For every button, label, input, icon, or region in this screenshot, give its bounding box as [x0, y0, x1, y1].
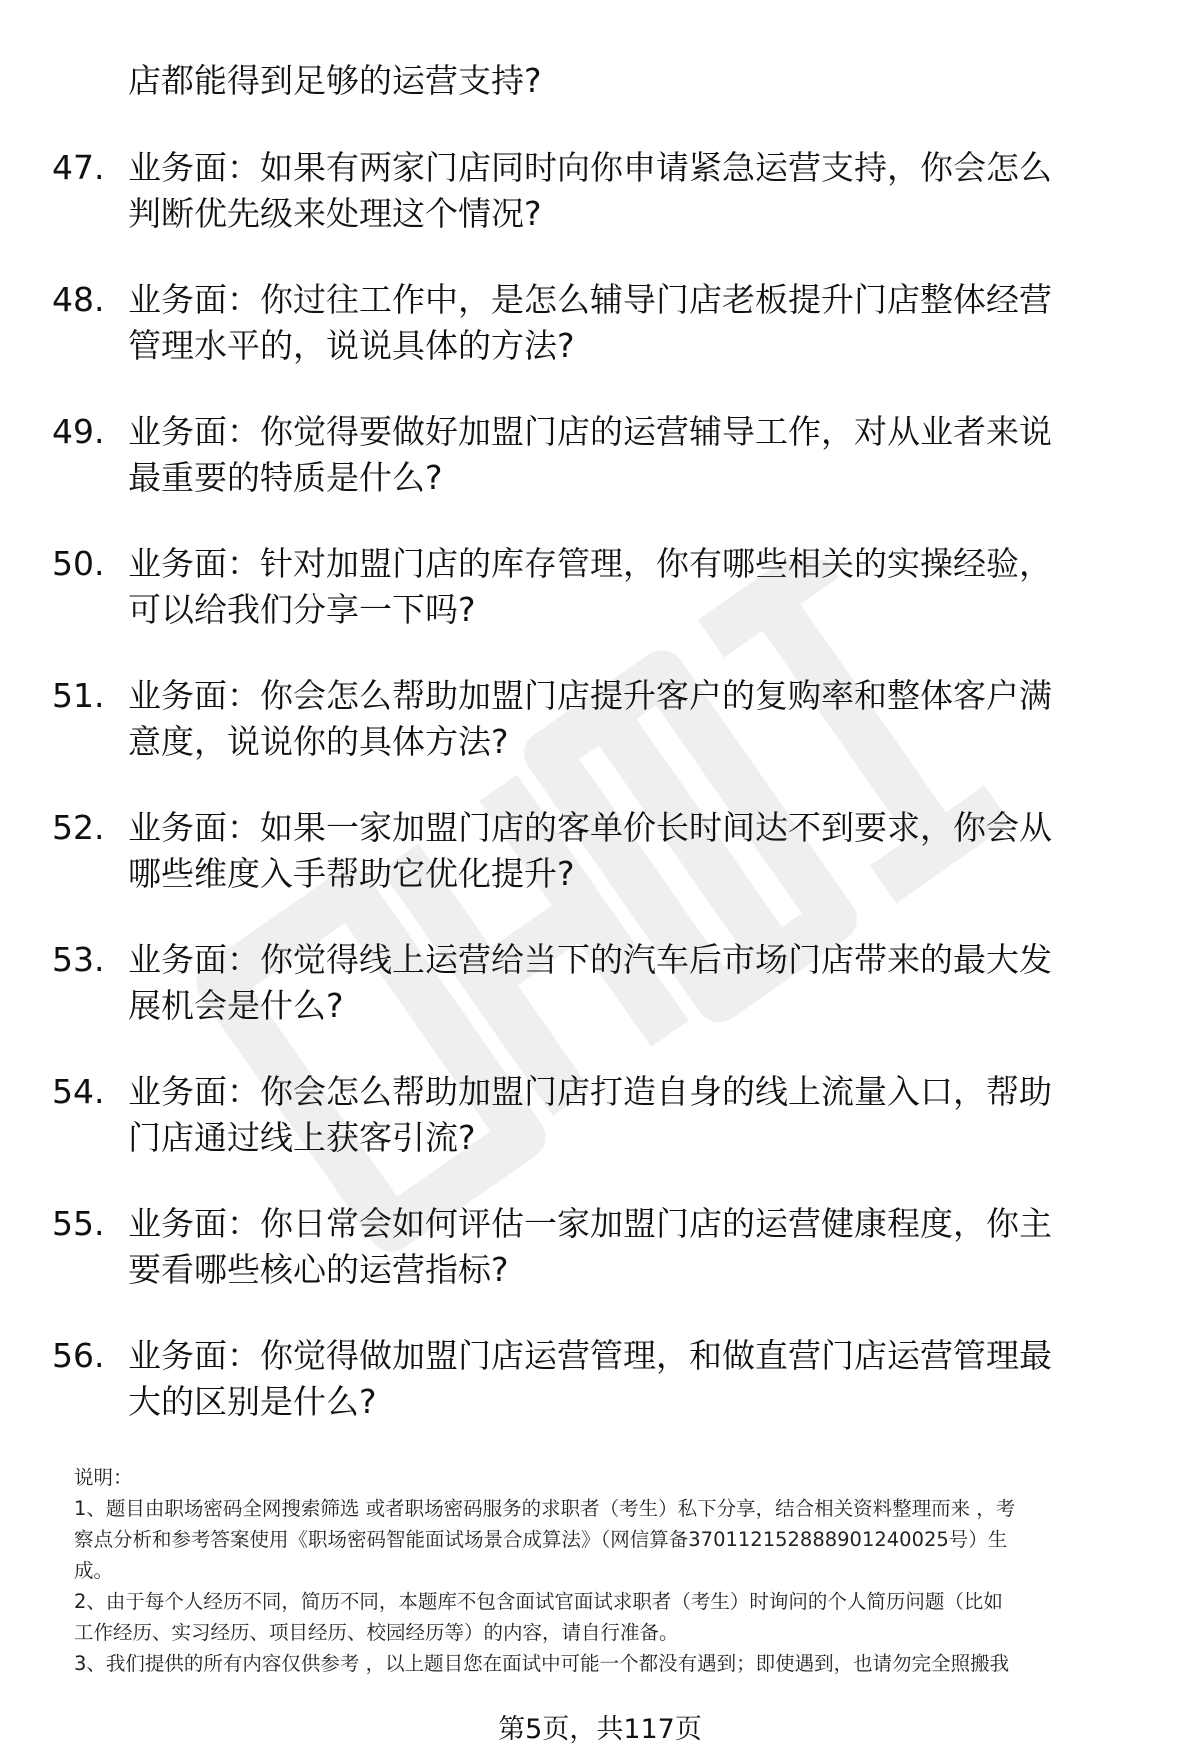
- question-line: 意度，说说你的具体方法?: [128, 722, 509, 761]
- question-text: [128, 1201, 1138, 1293]
- question-line: 管理水平的，说说具体的方法?: [128, 326, 575, 365]
- notes-line: 1、题目由职场密码全网搜索筛选 或者职场密码服务的求职者（考生）私下分享，结合相关资料整理而来 ，考: [74, 1497, 1016, 1520]
- question-item: [0, 805, 1200, 937]
- question-item: [0, 541, 1200, 673]
- question-line: 最重要的特质是什么?: [128, 458, 443, 497]
- question-text: [128, 805, 1138, 897]
- question-item: [0, 1201, 1200, 1333]
- question-line: 业务面：你觉得做加盟门店运营管理，和做直营门店运营管理最: [128, 1336, 1052, 1375]
- question-text: [128, 541, 1138, 633]
- question-text: [128, 1069, 1138, 1161]
- question-text: [128, 673, 1138, 765]
- question-number: 47.: [52, 148, 105, 187]
- page-number-footer: 第5页，共117页: [498, 1714, 702, 1745]
- question-line: 业务面：针对加盟门店的库存管理，你有哪些相关的实操经验，: [128, 544, 1052, 583]
- question-line: 业务面：你觉得要做好加盟门店的运营辅导工作，对从业者来说: [128, 412, 1052, 451]
- question-line: 业务面：你会怎么帮助加盟门店提升客户的复购率和整体客户满: [128, 676, 1052, 715]
- question-item: [0, 937, 1200, 1069]
- question-text: [128, 937, 1138, 1029]
- question-line: 大的区别是什么?: [128, 1382, 377, 1421]
- question-line: 门店通过线上获客引流?: [128, 1118, 476, 1157]
- question-line: 业务面：你过往工作中，是怎么辅导门店老板提升门店整体经营: [128, 280, 1052, 319]
- question-text: [128, 145, 1138, 237]
- question-number: 56.: [52, 1336, 105, 1375]
- question-line: 业务面：你觉得线上运营给当下的汽车后市场门店带来的最大发: [128, 940, 1052, 979]
- question-line: 业务面：如果一家加盟门店的客单价长时间达不到要求，你会从: [128, 808, 1052, 847]
- question-number: 51.: [52, 676, 105, 715]
- question-line: 判断优先级来处理这个情况?: [128, 194, 542, 233]
- notes-section: [74, 1462, 1154, 1679]
- notes-line: 成。: [74, 1559, 114, 1582]
- notes-line: 2、由于每个人经历不同，简历不同，本题库不包含面试官面试求职者（考生）时询问的个人简历问题（比如: [74, 1590, 1003, 1613]
- notes-line: 3、我们提供的所有内容仅供参考 ，以上题目您在面试中可能一个都没有遇到；即使遇到，也请勿完全照搬我: [74, 1652, 1010, 1675]
- question-number: 52.: [52, 808, 105, 847]
- question-item: [0, 145, 1200, 277]
- question-item: [0, 277, 1200, 409]
- question-list: [0, 145, 1200, 1465]
- notes-line: 工作经历、实习经历、项目经历、校园经历等）的内容，请自行准备。: [74, 1621, 679, 1644]
- question-text: [128, 277, 1138, 369]
- question-line: 可以给我们分享一下吗?: [128, 590, 476, 629]
- question-line: 业务面：如果有两家门店同时向你申请紧急运营支持，你会怎么: [128, 148, 1052, 187]
- question-item: [0, 673, 1200, 805]
- question-number: 48.: [52, 280, 105, 319]
- question-number: 50.: [52, 544, 105, 583]
- question-number: 55.: [52, 1204, 105, 1243]
- notes-line: 察点分析和参考答案使用《职场密码智能面试场景合成算法》（网信算备370112152888901240025号）生: [74, 1528, 1008, 1551]
- question-line: 业务面：你会怎么帮助加盟门店打造自身的线上流量入口，帮助: [128, 1072, 1052, 1111]
- question-continuation: 店都能得到足够的运营支持?: [128, 61, 542, 100]
- question-number: 49.: [52, 412, 105, 451]
- question-text: [128, 1333, 1138, 1425]
- question-line: 要看哪些核心的运营指标?: [128, 1250, 509, 1289]
- question-item: [0, 409, 1200, 541]
- question-item: [0, 1333, 1200, 1465]
- question-number: 53.: [52, 940, 105, 979]
- question-text: [128, 409, 1138, 501]
- question-line: 业务面：你日常会如何评估一家加盟门店的运营健康程度，你主: [128, 1204, 1052, 1243]
- question-line: 展机会是什么?: [128, 986, 344, 1025]
- question-line: 哪些维度入手帮助它优化提升?: [128, 854, 575, 893]
- question-item: [0, 1069, 1200, 1201]
- notes-heading: 说明：: [74, 1466, 133, 1489]
- question-number: 54.: [52, 1072, 105, 1111]
